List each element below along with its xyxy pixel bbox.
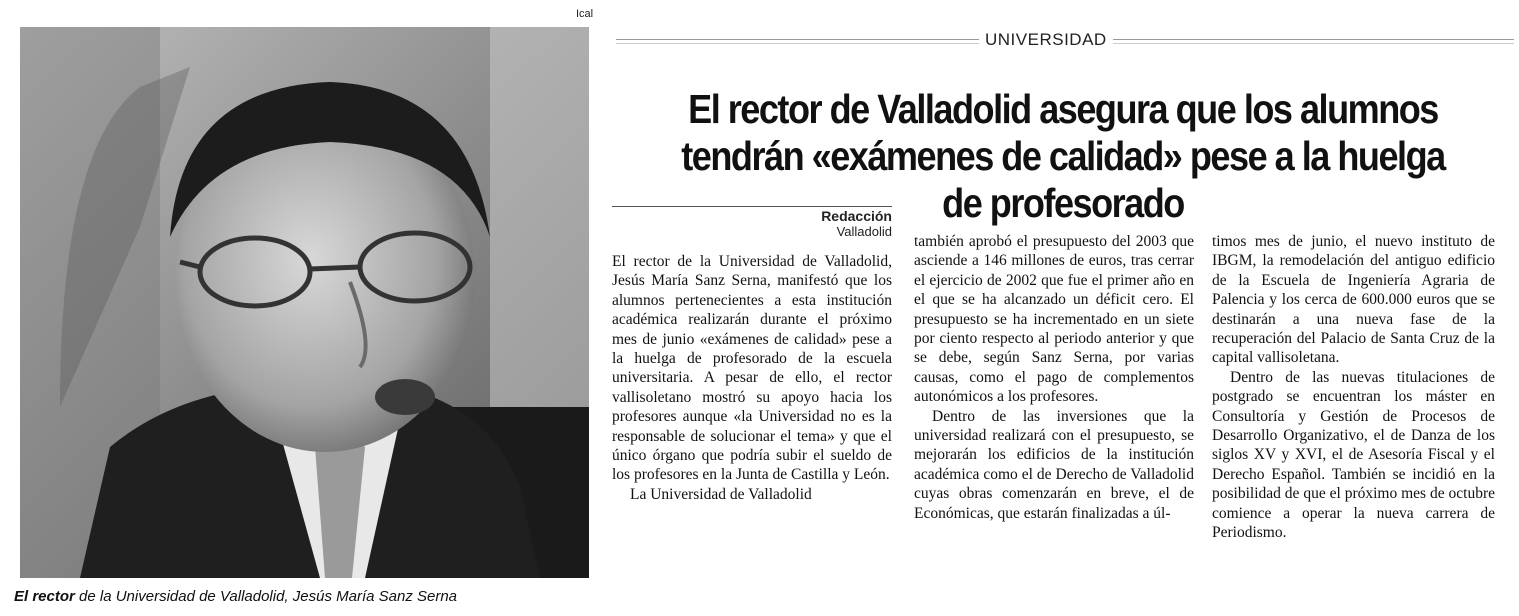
paragraph: timos mes de junio, el nuevo instituto de IBGM, la remodelación del antiguo edificio de la Escuela de Ingeniería Agraria de Palencia y los cerca de 600.000 euros que se destinarán a una nueva fase de la recuperación del Palacio de Santa Cruz de la capital vallisoletana.	[1212, 233, 1495, 367]
byline-author: Redacción	[821, 208, 892, 224]
paragraph: Dentro de las nuevas titulaciones de postgrado se encuentran los máster en Consultoría y Gestión de Procesos de Desarrollo Organizativo, el de Danza de los siglos XV y XVI, el de Asesoría Fiscal y el Derecho Español. También se incidió en la posibilidad de que el próximo mes de octubre comience a operar la nueva carrera de Periodismo.	[1212, 368, 1495, 542]
section-label: UNIVERSIDAD	[979, 30, 1113, 50]
caption-lead: El rector	[14, 588, 75, 605]
article-column-1	[612, 252, 892, 504]
paragraph: El rector de la Universidad de Valladolid, Jesús María Sanz Serna, manifestó que los alumnos pertenecientes a esta institución académica realizarán durante el próximo mes de junio «exámenes de calidad» pese a la huelga de profesorado de la escuela universitaria. A pesar de ello, el rector vallisoletano mostró su apoyo hacia los profesores aunque «la Universidad no es la responsable de solucionar el tema» y que el único órgano que podría subir el sueldo de los profesores en la Junta de Castilla y León.	[612, 253, 892, 484]
article-column-2	[914, 232, 1194, 523]
caption-text: de la Universidad de Valladolid, Jesús María Sanz Serna	[74, 588, 458, 605]
rector-photo-image	[20, 27, 589, 578]
paragraph: Dentro de las inversiones que la universidad realizará con el presupuesto, se mejorarán los edificios de la institución académica como el de Derecho de Valladolid cuyas obras comenzarán en breve, el de Económicas, que estarán finalizadas a úl-	[914, 407, 1194, 522]
byline	[612, 206, 892, 239]
paragraph: también aprobó el presupuesto del 2003 que asciende a 146 millones de euros, tras cerrar el ejercicio de 2002 que fue el primer año en el que se ha alcanzado un déficit cero. El presupuesto se ha incrementado en un siete por ciento respecto al periodo anterior y que se debe, según Sanz Serna, por varias causas, como el pago de complementos autonómicos a los profesores.	[914, 233, 1194, 406]
paragraph: La Universidad de Valladolid	[630, 485, 812, 503]
section-header	[616, 30, 1514, 48]
headline: El rector de Valladolid asegura que los alumnos tendrán «exámenes de calidad» pese a la huelga de profesorado	[681, 86, 1445, 226]
photo-credit: Ical	[576, 8, 594, 20]
byline-place: Valladolid	[836, 224, 892, 239]
article-column-3	[1212, 232, 1495, 543]
photo-caption	[14, 588, 604, 605]
rector-photo	[20, 27, 589, 578]
